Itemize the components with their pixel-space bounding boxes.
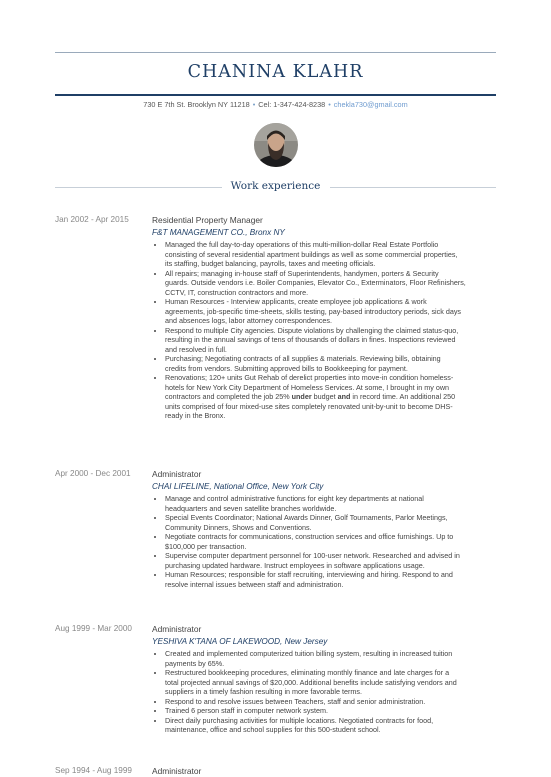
job-title: Administrator xyxy=(152,624,202,634)
bullet-item xyxy=(165,649,510,668)
bullet-line: • Special Events Coordinator; National Awards Dinner, Golf Tournaments, Parlor Meetings, xyxy=(165,513,448,522)
contact-line xyxy=(0,100,551,109)
bullet-line: • Respond to multiple City agencies. Dispute violations by challenging the claimed status-quo, xyxy=(165,325,459,335)
email-link[interactable]: chekla730@gmail.com xyxy=(333,100,408,109)
bullet-line: CCTV, IT, construction contractors and more. xyxy=(165,287,309,297)
job-dates: Apr 2000 - Dec 2001 xyxy=(55,469,131,478)
bullet-line: units comprised of four mixed-use sites completely renovated unit-by-unit to become DHS- xyxy=(165,401,453,411)
bullet-item xyxy=(165,668,510,697)
job-title: Residential Property Manager xyxy=(152,215,263,225)
bullet-item xyxy=(165,706,510,716)
bullet-line: • Human Resources - Interview applicants, create employee job applications & work xyxy=(165,297,427,306)
bullet-line: resulting in the annual savings of tens of thousands of dollars in fines. Inspections reviewed xyxy=(165,335,456,344)
bullet-line: Community Dinners, Shows and Conventions. xyxy=(165,522,312,532)
bullet-line: • Renovations; 120+ units Gut Rehab of derelict properties into move-in condition homeless- xyxy=(165,373,454,382)
bullet-line: hotels for New York City Department of Homeless Services. At some, I brought in my own xyxy=(165,382,450,392)
profile-photo xyxy=(254,123,298,167)
bullet-line: consisting of several residential apartment buildings as well as some commercial properties, xyxy=(165,249,458,259)
bullet-item xyxy=(165,716,510,735)
bullet-line: and absences logs, labor attorney correspondences. xyxy=(165,316,333,325)
bullet-line: • Trained 6 person staff in computer network system. xyxy=(165,706,328,715)
bullet-item xyxy=(165,373,510,421)
bullet-line: • Direct daily purchasing activities for multiple locations. Negotiated contracts for food, xyxy=(165,715,434,725)
job-bullets xyxy=(152,494,510,589)
name-rule xyxy=(55,94,496,96)
bullet-line: suppliers in a timely fashion resulting in more favorable terms. xyxy=(165,687,362,696)
phone: Cel: 1-347-424-8238 xyxy=(258,100,326,109)
bullet-item xyxy=(165,297,510,326)
job-dates: Sep 1994 - Aug 1999 xyxy=(55,766,132,775)
bullet-line: • Supervise computer department personnel for 100-user network. Researched and advised in xyxy=(165,551,460,560)
bullet-line: credits from vendors. Submitting approved bills to Bookkeeping for payment. xyxy=(165,363,408,373)
job-dates: Jan 2002 - Apr 2015 xyxy=(55,215,129,224)
bullet-line: total projected annual savings of $20,000. Additional benefits include satisfying vendors and xyxy=(165,677,457,687)
bullet-line: agreements, job-specific time-sheets, skills testing, pay-based introductory periods, sick days xyxy=(165,306,462,316)
bullet-line: • All repairs; managing in-house staff of Superintendents, handymen, porters & Security xyxy=(165,268,439,278)
bullet-item xyxy=(165,494,510,513)
bullet-item xyxy=(165,532,510,551)
bullet-line: maintenance, office and school supplies for this 500-student school. xyxy=(165,725,381,734)
bullet-line: ready in the Bronx. xyxy=(165,411,226,420)
bullet-line: headquarters and seven satellite branches worldwide. xyxy=(165,503,337,513)
bullet-line: • Manage and control administrative functions for eight key departments at national xyxy=(165,494,424,503)
job-bullets xyxy=(152,240,510,421)
contact-separator: • xyxy=(328,100,331,109)
bullet-line: its staffing, budget balancing, payrolls, taxes and meeting officials. xyxy=(165,259,376,268)
address: 730 E 7th St. Brooklyn NY 11218 xyxy=(143,100,250,109)
bullet-line: and resolved in full. xyxy=(165,344,227,354)
bullet-item xyxy=(165,570,510,589)
bullet-item xyxy=(165,513,510,532)
section-title: Work experience xyxy=(230,180,321,192)
bullet-line: $100,000 per transaction. xyxy=(165,541,247,551)
candidate-name: CHANINA KLAHR xyxy=(187,62,364,82)
bullet-line: • Human Resources; responsible for staff recruiting, interviewing and hiring. Respond to and xyxy=(165,570,453,579)
job-dates: Aug 1999 - Mar 2000 xyxy=(55,624,132,633)
bullet-line: resolve internal issues between staff and administration. xyxy=(165,579,344,589)
bullet-line: • Created and implemented computerized tuition billing system, resulting in increased tuition xyxy=(165,649,453,658)
company-name: YESHIVA K'TANA OF LAKEWOOD, New Jersey xyxy=(152,637,328,646)
bullet-line: • Negotiate contracts for communications, construction services and office furnishings. Up to xyxy=(165,532,454,541)
bullet-item xyxy=(165,240,510,269)
bullet-item xyxy=(165,269,510,298)
bullet-line: purchasing updated hardware. Instruct employees in software applications usage. xyxy=(165,560,425,570)
contact-separator: • xyxy=(252,100,256,109)
bullet-item xyxy=(165,551,510,570)
company-name: CHAI LIFELINE, National Office, New York City xyxy=(152,482,324,491)
bullet-item xyxy=(165,326,510,355)
bullet-line: • Restructured bookkeeping procedures, eliminating monthly finance and late charges for a xyxy=(165,668,450,677)
bullet-line: • Respond to and resolve issues between Teachers, staff and senior administration. xyxy=(165,696,426,706)
bullet-item xyxy=(165,354,510,373)
job-title: Administrator xyxy=(152,766,202,776)
bullet-line: guards. Outside vendors i.e. Boiler Companies, Elevator Co., Exterminators, Floor Refinishers, xyxy=(165,278,466,287)
job-title: Administrator xyxy=(152,469,202,479)
bullet-line: payments by 65%. xyxy=(165,658,225,668)
bullet-item xyxy=(165,697,510,707)
company-name: F&T MANAGEMENT CO., Bronx NY xyxy=(152,228,285,237)
bullet-line: • Purchasing; Negotiating contracts of all supplies & materials. Reviewing bills, obtaining xyxy=(165,354,441,363)
section-divider-right xyxy=(330,187,496,188)
top-rule xyxy=(55,52,496,53)
bullet-line: • Managed the full day-to-day operations of this multi-million-dollar Real Estate Portfolio xyxy=(165,240,439,249)
job-bullets xyxy=(152,649,510,735)
bullet-line: contractors and completed the job 25% under budget and in record time. An additional 250 xyxy=(165,392,456,401)
